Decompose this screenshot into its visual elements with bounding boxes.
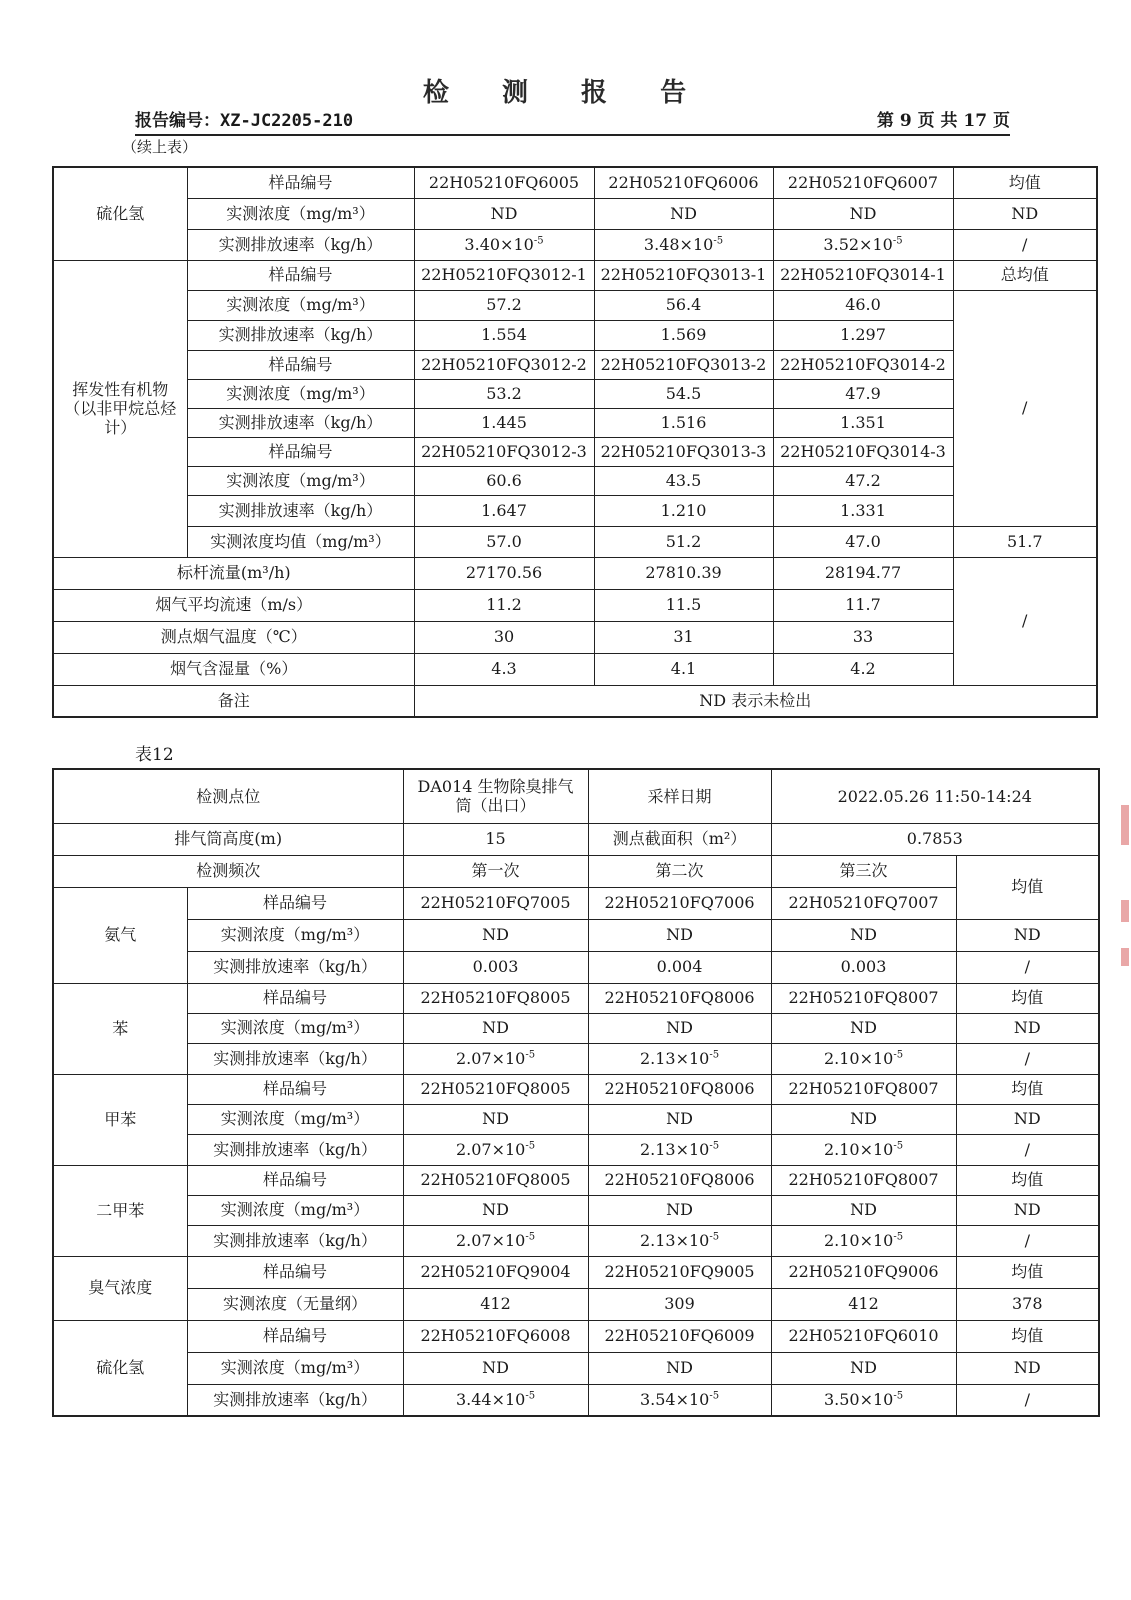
row-label: 实测排放速率（kg/h） — [187, 229, 414, 260]
table-cell: ND — [403, 1013, 588, 1043]
table-cell: 57.0 — [414, 526, 594, 557]
table-cell: 22H05210FQ6005 — [414, 167, 594, 198]
table12-caption: 表12 — [135, 745, 174, 765]
table-row — [53, 887, 1099, 919]
table-12 — [52, 768, 1100, 1417]
table-cell: 22H05210FQ6009 — [588, 1320, 771, 1352]
table-cell: ND — [956, 919, 1099, 951]
table-cell: 11.5 — [594, 589, 773, 621]
table-cell: ND — [403, 919, 588, 951]
table-cell: / — [956, 1225, 1099, 1256]
table-cell: ND — [403, 1195, 588, 1225]
table-row — [53, 229, 1097, 260]
table-cell: ND — [953, 198, 1097, 229]
exponent: -5 — [892, 235, 903, 247]
table-cell: ND — [771, 919, 956, 951]
table-row — [53, 495, 1097, 526]
table-cell — [403, 1134, 588, 1165]
table-cell: / — [956, 951, 1099, 983]
table-cell: ND — [956, 1352, 1099, 1384]
table-cell: 11.2 — [414, 589, 594, 621]
table-cell: 11.7 — [773, 589, 953, 621]
continued-label: （续上表） — [122, 138, 198, 156]
cell-value: 2.13×10 — [639, 1048, 710, 1068]
table-row — [53, 379, 1097, 408]
cell-value: 3.50×10 — [823, 1390, 894, 1410]
row-label: 实测浓度（mg/m³） — [187, 1013, 403, 1043]
table-row — [53, 1352, 1099, 1384]
row-label: 样品编号 — [187, 350, 414, 379]
row-label: 实测排放速率（kg/h） — [187, 495, 414, 526]
exponent: -5 — [525, 1231, 536, 1243]
table-cell: ND — [403, 1352, 588, 1384]
table-cell: 22H05210FQ8007 — [771, 983, 956, 1013]
table-cell: 1.445 — [414, 408, 594, 437]
table-cell: 30 — [414, 621, 594, 653]
table-cell: ND — [594, 198, 773, 229]
table-cell: 22H05210FQ3012-1 — [414, 260, 594, 290]
table-row — [53, 1320, 1099, 1352]
table-cell: ND — [956, 1195, 1099, 1225]
table-row — [53, 1104, 1099, 1134]
row-label: 检测频次 — [53, 855, 403, 887]
pollutant-name: 硫化氢 — [53, 1320, 187, 1416]
table-row — [53, 1288, 1099, 1320]
table-row — [53, 408, 1097, 437]
table-row — [53, 1134, 1099, 1165]
table-cell — [414, 229, 594, 260]
table-cell — [771, 1384, 956, 1416]
table-row — [53, 1013, 1099, 1043]
table-cell: 33 — [773, 621, 953, 653]
row-label: 备注 — [53, 685, 414, 717]
table-row — [53, 919, 1099, 951]
row-label: 测点烟气温度（℃） — [53, 621, 414, 653]
table-row — [53, 466, 1097, 495]
table-cell: 均值 — [956, 1256, 1099, 1288]
row-label: 实测排放速率（kg/h） — [187, 1134, 403, 1165]
exponent: -5 — [893, 1231, 904, 1243]
table-cell: / — [956, 1043, 1099, 1074]
exponent: -5 — [525, 1049, 536, 1061]
table-cell: 27170.56 — [414, 557, 594, 589]
table-cell: ND — [771, 1352, 956, 1384]
row-label: 实测排放速率（kg/h） — [187, 951, 403, 983]
table-row — [53, 526, 1097, 557]
table-cell: 4.1 — [594, 653, 773, 685]
pollutant-name: 臭气浓度 — [53, 1256, 187, 1320]
cell-value: 3.52×10 — [823, 234, 893, 254]
table-row — [53, 983, 1099, 1013]
table-cell: ND — [414, 198, 594, 229]
table-cell: 1.647 — [414, 495, 594, 526]
table-cell: 22H05210FQ6010 — [771, 1320, 956, 1352]
table-cell: / — [956, 1384, 1099, 1416]
table-cell: 22H05210FQ8007 — [771, 1165, 956, 1195]
table-cell: 22H05210FQ3013-1 — [594, 260, 773, 290]
row-label: 实测浓度（mg/m³） — [187, 1104, 403, 1134]
exponent: -5 — [709, 1231, 720, 1243]
table-row — [53, 260, 1097, 290]
row-label: 实测排放速率（kg/h） — [187, 1225, 403, 1256]
table-cell: 第一次 — [403, 855, 588, 887]
table-cell: 22H05210FQ8006 — [588, 983, 771, 1013]
table-cell: 22H05210FQ7007 — [771, 887, 956, 919]
table-cell: 28194.77 — [773, 557, 953, 589]
table-row — [53, 823, 1099, 855]
table-cell: 22H05210FQ7006 — [588, 887, 771, 919]
seal-fragment — [1121, 805, 1129, 845]
table-cell: 47.2 — [773, 466, 953, 495]
table-cell: 第三次 — [771, 855, 956, 887]
table-cell: ND — [403, 1104, 588, 1134]
table-cell — [588, 1134, 771, 1165]
table-cell: 总均值 — [953, 260, 1097, 290]
table-cell: 22H05210FQ7005 — [403, 887, 588, 919]
table-cell: 1.569 — [594, 320, 773, 350]
table-cell — [588, 1043, 771, 1074]
row-label: 测点截面积（m²） — [588, 823, 771, 855]
row-label: 实测排放速率（kg/h） — [187, 408, 414, 437]
table-cell: ND — [956, 1013, 1099, 1043]
row-label: 样品编号 — [187, 1256, 403, 1288]
table-cell: 15 — [403, 823, 588, 855]
table-row — [53, 167, 1097, 198]
table-cell: 22H05210FQ3014-1 — [773, 260, 953, 290]
row-label: 实测浓度均值（mg/m³） — [187, 526, 414, 557]
table-cell: 均值 — [956, 1165, 1099, 1195]
table-cell: / — [956, 1134, 1099, 1165]
pollutant-name: 苯 — [53, 983, 187, 1074]
table-row — [53, 1384, 1099, 1416]
table-row — [53, 589, 1097, 621]
pollutant-name: 挥发性有机物（以非甲烷总烃计） — [53, 260, 187, 557]
exponent: -5 — [893, 1049, 904, 1061]
table-cell: ND — [771, 1013, 956, 1043]
table-cell — [588, 1225, 771, 1256]
table-cell: 31 — [594, 621, 773, 653]
row-label: 烟气含湿量（%） — [53, 653, 414, 685]
table-cell: 22H05210FQ3012-2 — [414, 350, 594, 379]
table-cell: ND — [771, 1195, 956, 1225]
row-label: 实测浓度（mg/m³） — [187, 290, 414, 320]
table-cell: 1.351 — [773, 408, 953, 437]
table-row — [53, 1165, 1099, 1195]
table-cell: 4.3 — [414, 653, 594, 685]
table-row — [53, 951, 1099, 983]
table-cell — [773, 229, 953, 260]
table-cell: 第二次 — [588, 855, 771, 887]
row-label: 样品编号 — [187, 983, 403, 1013]
report-number: 报告编号：XZ-JC2205-210 — [135, 111, 354, 131]
table-cell — [771, 1134, 956, 1165]
cell-value: 3.44×10 — [455, 1390, 526, 1410]
table-cell: 22H05210FQ9004 — [403, 1256, 588, 1288]
table-cell: 22H05210FQ8005 — [403, 1074, 588, 1104]
table-cell: 309 — [588, 1288, 771, 1320]
cell-value: 2.13×10 — [639, 1139, 710, 1159]
table-cell: 412 — [771, 1288, 956, 1320]
table-cell: 22H05210FQ9005 — [588, 1256, 771, 1288]
remark-text: ND 表示未检出 — [414, 685, 1097, 717]
exponent: -5 — [709, 1049, 720, 1061]
cell-value: 2.10×10 — [823, 1048, 894, 1068]
table-cell — [771, 1225, 956, 1256]
table-cell: 1.516 — [594, 408, 773, 437]
table-cell: 22H05210FQ3014-3 — [773, 437, 953, 466]
table-cell: 均值 — [956, 1074, 1099, 1104]
seal-fragment — [1121, 948, 1129, 966]
row-label: 检测点位 — [53, 769, 403, 823]
exponent: -5 — [893, 1140, 904, 1152]
table-cell: 22H05210FQ8007 — [771, 1074, 956, 1104]
table-cell: 22H05210FQ6006 — [594, 167, 773, 198]
pollutant-name: 甲苯 — [53, 1074, 187, 1165]
table-cell: 均值 — [953, 167, 1097, 198]
table-row — [53, 1074, 1099, 1104]
table-cell: 53.2 — [414, 379, 594, 408]
table-cell: 47.0 — [773, 526, 953, 557]
table-row — [53, 1256, 1099, 1288]
cell-value: 2.07×10 — [455, 1139, 526, 1159]
cell-value: 2.07×10 — [455, 1230, 526, 1250]
table-cell: 43.5 — [594, 466, 773, 495]
table-cell: 46.0 — [773, 290, 953, 320]
table-cell: 均值 — [956, 1320, 1099, 1352]
page-indicator: 第 9 页 共 17 页 — [876, 111, 1010, 131]
table-cell: 54.5 — [594, 379, 773, 408]
table-cell: 22H05210FQ8005 — [403, 983, 588, 1013]
table-cell: 412 — [403, 1288, 588, 1320]
table-cell — [588, 1384, 771, 1416]
row-label: 烟气平均流速（m/s） — [53, 589, 414, 621]
table-cell: ND — [773, 198, 953, 229]
row-label: 实测排放速率（kg/h） — [187, 1384, 403, 1416]
pollutant-name: 硫化氢 — [53, 167, 187, 260]
table-cell: 1.554 — [414, 320, 594, 350]
exponent: -5 — [525, 1390, 536, 1402]
table-row — [53, 290, 1097, 320]
cell-value: 3.40×10 — [464, 234, 534, 254]
table-row — [53, 685, 1097, 717]
table-cell: 378 — [956, 1288, 1099, 1320]
table-row — [53, 1043, 1099, 1074]
row-label: 样品编号 — [187, 1074, 403, 1104]
table-cell — [403, 1043, 588, 1074]
exponent: -5 — [533, 235, 544, 247]
table-cell: 0.003 — [771, 951, 956, 983]
table-cell — [403, 1384, 588, 1416]
table-cell: 22H05210FQ3013-3 — [594, 437, 773, 466]
table-cell: ND — [956, 1104, 1099, 1134]
row-label: 样品编号 — [187, 1165, 403, 1195]
cell-value: 3.48×10 — [643, 234, 714, 254]
cell-value: 2.07×10 — [455, 1048, 526, 1068]
exponent: -5 — [709, 1140, 720, 1152]
row-label: 实测浓度（mg/m³） — [187, 1195, 403, 1225]
table-cell: ND — [588, 1195, 771, 1225]
exponent: -5 — [893, 1390, 904, 1402]
table-row — [53, 350, 1097, 379]
table-row — [53, 769, 1099, 823]
table-cell: / — [953, 290, 1097, 526]
table-cell: 4.2 — [773, 653, 953, 685]
cell-value: 2.10×10 — [823, 1139, 894, 1159]
row-label: 实测浓度（mg/m³） — [187, 1352, 403, 1384]
table-cell — [594, 229, 773, 260]
pollutant-name: 氨气 — [53, 887, 187, 983]
table-row — [53, 855, 1099, 887]
seal-fragment — [1121, 900, 1129, 922]
table-cell: 51.7 — [953, 526, 1097, 557]
table-cell: 47.9 — [773, 379, 953, 408]
row-label: 样品编号 — [187, 1320, 403, 1352]
table-cell: ND — [588, 1013, 771, 1043]
cell-value: 3.54×10 — [639, 1390, 710, 1410]
row-label: 实测浓度（mg/m³） — [187, 379, 414, 408]
table-cell: DA014 生物除臭排气筒（出口） — [403, 769, 588, 823]
exponent: -5 — [709, 1390, 720, 1402]
row-label: 排气筒高度(m) — [53, 823, 403, 855]
table-row — [53, 621, 1097, 653]
table-cell: 1.331 — [773, 495, 953, 526]
table-row — [53, 1195, 1099, 1225]
table-cell: 22H05210FQ8006 — [588, 1165, 771, 1195]
row-label: 采样日期 — [588, 769, 771, 823]
exponent: -5 — [713, 235, 724, 247]
table-cell: 57.2 — [414, 290, 594, 320]
cell-value: 2.10×10 — [823, 1230, 894, 1250]
exponent: -5 — [525, 1140, 536, 1152]
row-label: 实测浓度（无量纲） — [187, 1288, 403, 1320]
table-row — [53, 557, 1097, 589]
cell-value: 2.13×10 — [639, 1230, 710, 1250]
report-header — [135, 106, 1010, 136]
pollutant-name: 二甲苯 — [53, 1165, 187, 1256]
table-row — [53, 437, 1097, 466]
row-label: 实测排放速率（kg/h） — [187, 320, 414, 350]
table-cell: ND — [588, 919, 771, 951]
table-row — [53, 198, 1097, 229]
table-cell: 1.297 — [773, 320, 953, 350]
table-cell — [403, 1225, 588, 1256]
table-cell: 22H05210FQ8006 — [588, 1074, 771, 1104]
table-cell: 0.7853 — [771, 823, 1099, 855]
table-cell: 均值 — [956, 855, 1099, 919]
table-cell: / — [953, 557, 1097, 685]
row-label: 标杆流量(m³/h) — [53, 557, 414, 589]
row-label: 实测浓度（mg/m³） — [187, 466, 414, 495]
table-row — [53, 320, 1097, 350]
table-cell: / — [953, 229, 1097, 260]
table-cell — [771, 1043, 956, 1074]
row-label: 样品编号 — [187, 167, 414, 198]
table-cell: ND — [588, 1104, 771, 1134]
row-label: 样品编号 — [187, 887, 403, 919]
continued-table — [52, 166, 1098, 718]
row-label: 实测浓度（mg/m³） — [187, 919, 403, 951]
table-cell: 22H05210FQ8005 — [403, 1165, 588, 1195]
row-label: 实测浓度（mg/m³） — [187, 198, 414, 229]
table-cell: ND — [588, 1352, 771, 1384]
row-label: 样品编号 — [187, 437, 414, 466]
table-row — [53, 653, 1097, 685]
table-cell: 均值 — [956, 983, 1099, 1013]
report-title: 检 测 报 告 — [422, 78, 709, 108]
row-label: 实测排放速率（kg/h） — [187, 1043, 403, 1074]
table-row — [53, 1225, 1099, 1256]
table-cell: 22H05210FQ6007 — [773, 167, 953, 198]
table-cell: 1.210 — [594, 495, 773, 526]
table-cell: 60.6 — [414, 466, 594, 495]
table-cell: 51.2 — [594, 526, 773, 557]
table-cell: 22H05210FQ3013-2 — [594, 350, 773, 379]
row-label: 样品编号 — [187, 260, 414, 290]
table-cell: 22H05210FQ3012-3 — [414, 437, 594, 466]
table-cell: 22H05210FQ3014-2 — [773, 350, 953, 379]
table-cell: ND — [771, 1104, 956, 1134]
table-cell: 22H05210FQ6008 — [403, 1320, 588, 1352]
table-cell: 0.004 — [588, 951, 771, 983]
table-cell: 2022.05.26 11:50-14:24 — [771, 769, 1099, 823]
table-cell: 27810.39 — [594, 557, 773, 589]
table-cell: 56.4 — [594, 290, 773, 320]
table-cell: 22H05210FQ9006 — [771, 1256, 956, 1288]
table-cell: 0.003 — [403, 951, 588, 983]
